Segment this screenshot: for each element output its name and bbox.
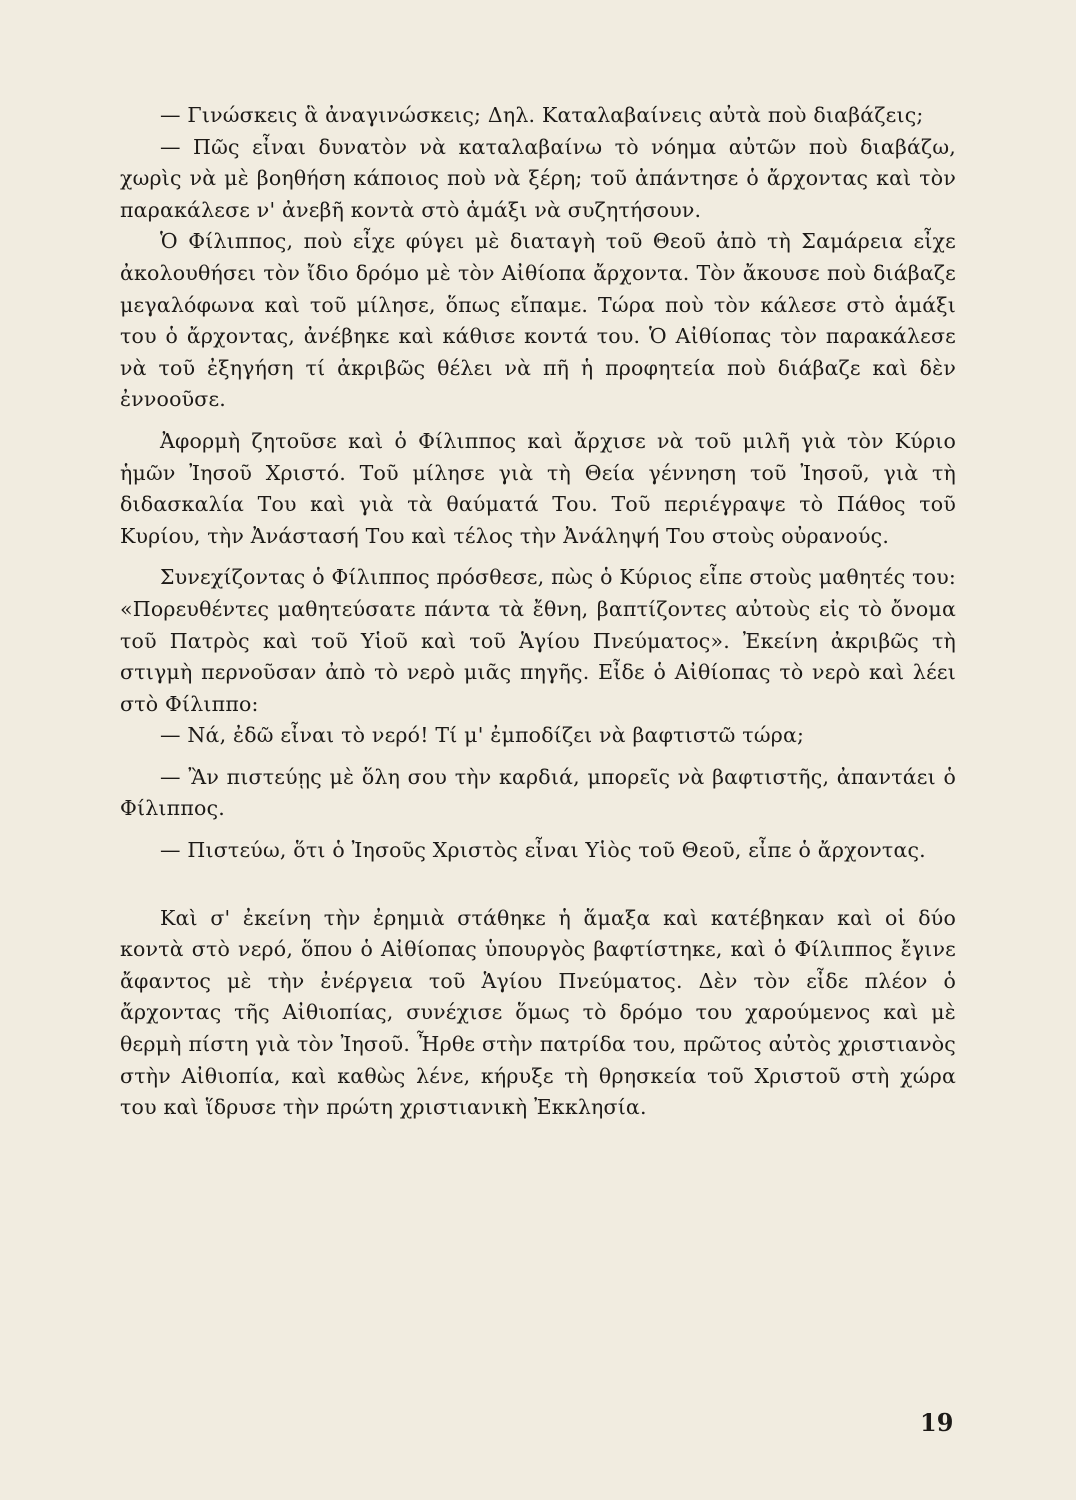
dialogue-question: — Γινώσκεις ἃ ἀναγινώσκεις; Δηλ. Καταλαβαίνεις αὐτὰ ποὺ διαβάζεις; xyxy=(160,103,924,127)
paragraph-philip-teaches: Ἀφορμὴ ζητοῦσε καὶ ὁ Φίλιππος καὶ ἄρχισε νὰ τοῦ μιλῆ γιὰ τὸν Κύριο ἡμῶν Ἰησοῦ Χριστό. Τοῦ μίλησε γιὰ τὴ Θεία γέννηση τοῦ Ἰησοῦ, γιὰ τὴ διδασκαλία Του καὶ γιὰ τὰ θαύματά Του. Τοῦ περιέγραψε τὸ Πάθος τοῦ Κυρίου, τὴν Ἀνάστασή Του καὶ τέλος τὴν Ἀνάληψή Του στοὺς οὐρανούς. xyxy=(120,428,956,548)
paragraph-philip-joins: Ὁ Φίλιππος, ποὺ εἶχε φύγει μὲ διαταγὴ τοῦ Θεοῦ ἀπὸ τὴ Σαμάρεια εἶχε ἀκολουθήσει τὸν ἴδιο δρόμο μὲ τὸν Αἰθίοπα ἄρχοντα. Τὸν ἄκουσε ποὺ διάβαζε μεγαλόφωνα καὶ τοῦ μίλησε, ὅπως εἴπαμε. Τώρα ποὺ τὸν κάλεσε στὸ ἁμάξι του ὁ ἄρχοντας, ἀνέβηκε καὶ κάθισε κοντά του. Ὁ Αἰθίοπας τὸν παρακάλεσε νὰ τοῦ ἐξηγήση τί ἀκριβῶς θέλει νὰ πῆ ἡ προφητεία ποὺ διάβαζε καὶ δὲν ἐννοοῦσε. xyxy=(120,229,956,412)
dialogue-answer: — Πῶς εἶναι δυνατὸν νὰ καταλαβαίνω τὸ νόημα αὐτῶν ποὺ διαβάζω, χωρὶς νὰ μὲ βοηθήση κάποιος ποὺ νὰ ξέρη; τοῦ ἀπάντησε ὁ ἄρχοντας καὶ τὸν παρακάλεσε ν' ἀνεβῆ κοντὰ στὸ ἁμάξι νὰ συζητήσουν. xyxy=(120,134,956,222)
paragraph-great-commission: Συνεχίζοντας ὁ Φίλιππος πρόσθεσε, πὼς ὁ Κύριος εἶπε στοὺς μαθητές του: «Πορευθέντες μαθητεύσατε πάντα τὰ ἔθνη, βαπτίζοντες αὐτοὺς εἰς τὸ ὄνομα τοῦ Πατρὸς καὶ τοῦ Υἱοῦ καὶ τοῦ Ἁγίου Πνεύματος». Ἐκείνη ἀκριβῶς τὴ στιγμὴ περνοῦσαν ἀπὸ τὸ νερὸ μιᾶς πηγῆς. Εἶδε ὁ Αἰθίοπας τὸ νερὸ καὶ λέει στὸ Φίλιππο: xyxy=(120,565,956,716)
dialogue-confession: — Πιστεύω, ὅτι ὁ Ἰησοῦς Χριστὸς εἶναι Υἱὸς τοῦ Θεοῦ, εἶπε ὁ ἄρχοντας. xyxy=(160,838,926,863)
page-number: 19 xyxy=(920,1408,954,1437)
paragraph-baptism: Καὶ σ' ἐκείνη τὴν ἐρημιὰ στάθηκε ἡ ἅμαξα καὶ κατέβηκαν καὶ οἱ δύο κοντὰ στὸ νερό, ὅπου ὁ Αἰθίοπας ὑπουργὸς βαφτίστηκε, καὶ ὁ Φίλιππος ἔγινε ἄφαντος μὲ τὴν ἐνέργεια τοῦ Ἁγίου Πνεύματος. Δὲν τὸν εἶδε πλέον ὁ ἄρχοντας τῆς Αἰθιοπίας, συνέχισε ὅμως τὸ δρόμο του χαρούμενος καὶ μὲ θερμὴ πίστη γιὰ τὸν Ἰησοῦ. Ἦρθε στὴν πατρίδα του, πρῶτος αὐτὸς χριστιανὸς στὴν Αἰθιοπία, καὶ καθὼς λένε, κήρυξε τὴ θρησκεία τοῦ Χριστοῦ στὴ χώρα του καὶ ἵδρυσε τὴν πρώτη χριστιανικὴ Ἐκκλησία. xyxy=(120,905,956,1120)
dialogue-believe: — Ἂν πιστεύῃς μὲ ὅλη σου τὴν καρδιά, μπορεῖς νὰ βαφτιστῆς, ἀπαντάει ὁ Φίλιππος. xyxy=(120,764,956,821)
body-text xyxy=(120,100,956,1124)
dialogue-water: — Νά, ἐδῶ εἶναι τὸ νερό! Τί μ' ἐμποδίζει νὰ βαφτιστῶ τώρα; xyxy=(160,723,805,748)
